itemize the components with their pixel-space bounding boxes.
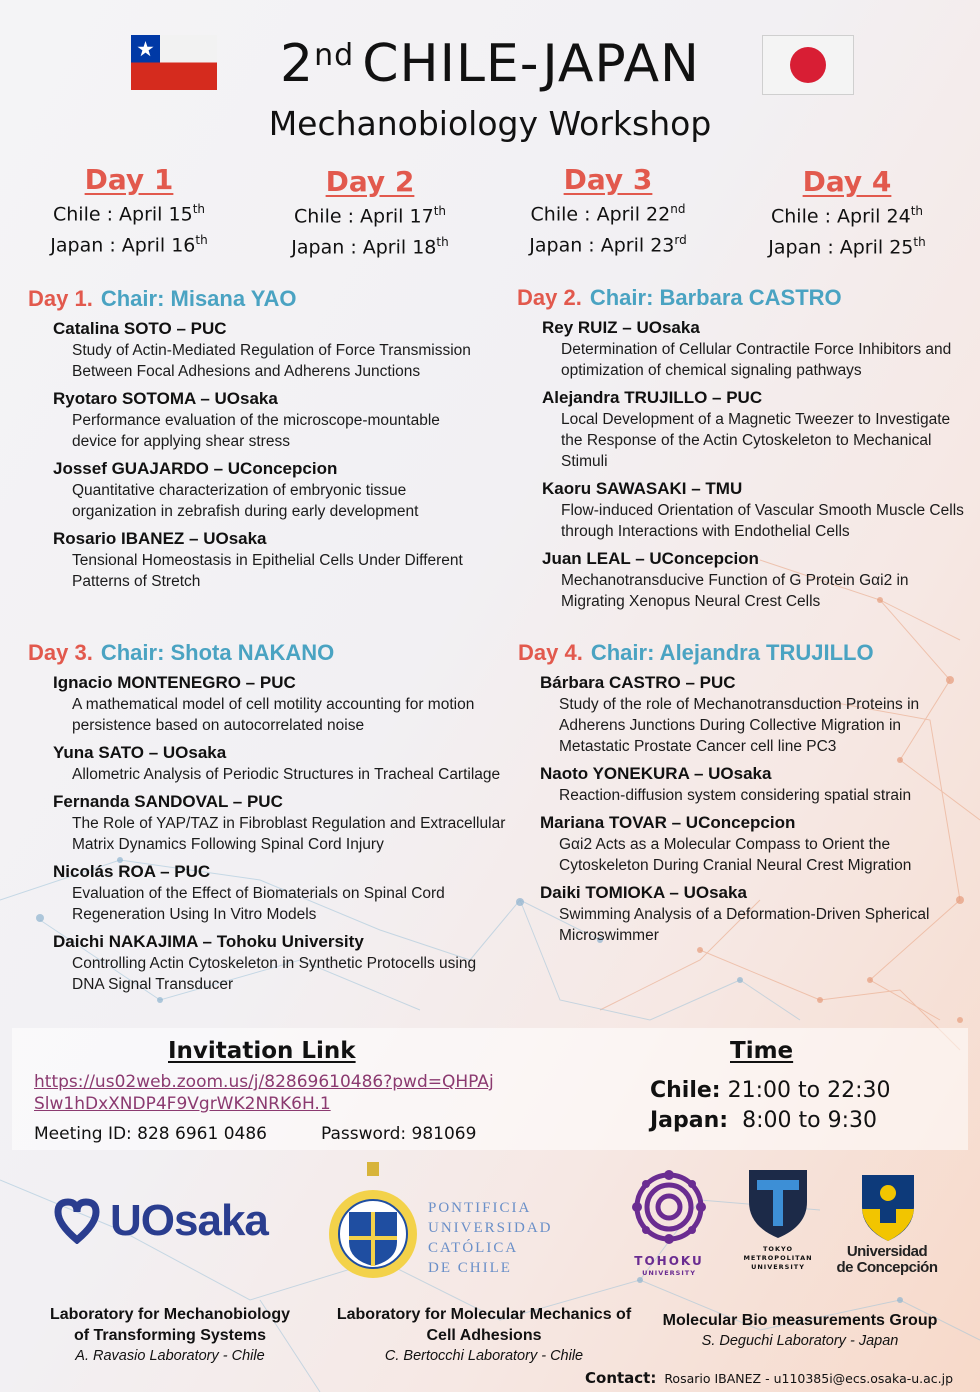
speaker: Catalina SOTO – PUC: [53, 319, 227, 338]
zoom-link[interactable]: https://us02web.zoom.us/j/82869610486?pwd=QHPAjSlw1hDxXNDP4F9VgrWK2NRK6H.1: [34, 1072, 494, 1114]
talk-item: [53, 742, 508, 785]
talk-title: Mechanotransducive Function of G Protein Gαi2 in Migrating Xenopus Neural Crest Cells: [561, 572, 909, 610]
talk-title: Quantitative characterization of embryonic tissue organization in zebrafish during early development: [72, 482, 419, 520]
meeting-password: Password: 981069: [321, 1124, 477, 1144]
speaker: Alejandra TRUJILLO – PUC: [542, 388, 763, 407]
day-heading: Day 3: [563, 163, 653, 196]
talk-title: Study of the role of Mechanotransduction Proteins in Adherens Junctions During Collective Migration in Metastatic Prostate Cancer cell line PC3: [559, 696, 920, 755]
speaker: Kaoru SAWASAKI – TMU: [542, 479, 743, 498]
speaker: Mariana TOVAR – UConcepcion: [540, 813, 796, 832]
talk-item: [540, 672, 968, 757]
tohoku-subname: UNIVERSITY: [642, 1269, 696, 1277]
talk-item: [53, 791, 508, 855]
day-date-block: [732, 165, 962, 261]
title-superscript: nd: [314, 38, 355, 73]
puc-seal-icon: [327, 1162, 419, 1282]
talk-item: [53, 528, 488, 592]
speaker: Daiki TOMIOKA – UOsaka: [540, 883, 747, 902]
talk-title: Determination of Cellular Contractile Force Inhibitors and optimization of chemical signaling pathways: [561, 341, 952, 379]
japan-date: Japan : April 25th: [768, 235, 926, 259]
talk-item: [53, 388, 488, 452]
day-heading: Day 2: [325, 165, 415, 198]
talk-item: [53, 458, 488, 522]
chile-date: Chile : April 15th: [53, 202, 205, 226]
talk-title: Tensional Homeostasis in Epithelial Cells Under Different Patterns of Stretch: [72, 552, 463, 590]
speaker: Fernanda SANDOVAL – PUC: [53, 792, 283, 811]
udec-shield-icon: [860, 1173, 916, 1243]
session-heading: Day 4. Chair: Alejandra TRUJILLO: [518, 640, 874, 665]
session-heading: Day 1. Chair: Misana YAO: [28, 286, 297, 311]
day-heading: Day 4: [802, 165, 892, 198]
udec-name: Universidad de Concepción: [836, 1243, 938, 1276]
day-heading: Day 1: [84, 163, 174, 196]
talk-title: The Role of YAP/TAZ in Fibroblast Regulation and Extracellular Matrix Dynamics Following Spinal Cord Injury: [72, 815, 506, 853]
lab-deguchi: Molecular Bio measurements Group S. Deguchi Laboratory - Japan: [662, 1312, 938, 1349]
uosaka-symbol-icon: [52, 1198, 102, 1244]
talk-title: A mathematical model of cell motility accounting for motion persistence based on autocorrelated noise: [72, 696, 475, 734]
title-number: 2: [280, 34, 315, 94]
japan-date: Japan : April 23rd: [529, 233, 687, 257]
talk-item: [542, 317, 967, 381]
chile-date: Chile : April 24th: [771, 204, 923, 228]
talk-item: [53, 861, 508, 925]
session-heading: Day 2. Chair: Barbara CASTRO: [517, 285, 842, 310]
talk-item: [542, 387, 967, 472]
talk-title: Flow-induced Orientation of Vascular Smooth Muscle Cells through Interactions with Endothelial Cells: [561, 502, 964, 540]
chile-date: Chile : April 22nd: [530, 202, 686, 226]
talk-title: Study of Actin-Mediated Regulation of Force Transmission Between Focal Adhesions and Adherens Junctions: [72, 342, 471, 380]
invitation-label: Invitation Link: [168, 1038, 356, 1064]
tohoku-name: TOHOKU: [634, 1254, 704, 1268]
speaker: Nicolás ROA – PUC: [53, 862, 211, 881]
contact-email[interactable]: Rosario IBANEZ - u110385i@ecs.osaka-u.ac.jp: [664, 1371, 954, 1386]
lab-bertocchi: Laboratory for Molecular Mechanics of Cell Adhesions C. Bertocchi Laboratory - Chile: [336, 1306, 632, 1364]
talk-item: [542, 478, 967, 542]
talk-item: [542, 548, 967, 612]
speaker: Daichi NAKAJIMA – Tohoku University: [53, 932, 364, 951]
tmu-name: TOKYO METROPOLITAN UNIVERSITY: [743, 1245, 813, 1271]
lab-ravasio: Laboratory for Mechanobiology of Transforming Systems A. Ravasio Laboratory - Chile: [49, 1306, 290, 1364]
speaker: Rey RUIZ – UOsaka: [542, 318, 700, 337]
chile-date: Chile : April 17th: [294, 204, 446, 228]
speaker: Ryotaro SOTOMA – UOsaka: [53, 389, 278, 408]
speaker: Jossef GUAJARDO – UConcepcion: [53, 459, 338, 478]
contact-line: Contact: Rosario IBANEZ - u110385i@ecs.osaka-u.ac.jp: [585, 1369, 954, 1387]
speaker: Yuna SATO – UOsaka: [53, 743, 227, 762]
speaker: Naoto YONEKURA – UOsaka: [540, 764, 772, 783]
talk-item: [540, 882, 968, 946]
talk-title: Gαi2 Acts as a Molecular Compass to Orient the Cytoskeleton During Cranial Neural Crest Migration: [559, 836, 912, 874]
title-main: CHILE-JAPAN: [362, 34, 700, 94]
session-day-3: [28, 640, 508, 1001]
uosaka-logo: UOsaka: [110, 1196, 268, 1245]
talk-title: Allometric Analysis of Periodic Structures in Tracheal Cartilage: [72, 766, 501, 783]
time-label: Time: [730, 1038, 794, 1064]
session-heading: Day 3. Chair: Shota NAKANO: [28, 640, 335, 665]
chile-time: Chile: 21:00 to 22:30: [650, 1078, 891, 1103]
session-day-2: [517, 285, 967, 618]
japan-time: Japan: 8:00 to 9:30: [650, 1108, 877, 1133]
tmu-logo-icon: [747, 1168, 809, 1240]
talk-title: Controlling Actin Cytoskeleton in Synthetic Protocells using DNA Signal Transducer: [72, 955, 477, 993]
page-subtitle: Mechanobiology Workshop: [268, 104, 712, 143]
day-date-block: [493, 163, 723, 259]
talk-title: Performance evaluation of the microscope-mountable device for applying shear stress: [72, 412, 440, 450]
talk-item: [540, 812, 968, 876]
japan-date: Japan : April 18th: [291, 235, 449, 259]
meeting-id: Meeting ID: 828 6961 0486: [34, 1124, 267, 1144]
talk-title: Local Development of a Magnetic Tweezer to Investigate the Response of the Actin Cytoskeleton to Mechanical Stimuli: [561, 411, 951, 470]
puc-logo-text: PONTIFICIA UNIVERSIDAD CATÓLICA DE CHILE: [428, 1200, 553, 1276]
day-date-block: [14, 163, 244, 259]
talk-title: Reaction-diffusion system considering spatial strain: [559, 787, 912, 804]
speaker: Rosario IBANEZ – UOsaka: [53, 529, 267, 548]
japan-date: Japan : April 16th: [50, 233, 208, 257]
speaker: Ignacio MONTENEGRO – PUC: [53, 673, 296, 692]
talk-item: [540, 763, 968, 806]
talk-title: Evaluation of the Effect of Biomaterials on Spinal Cord Regeneration Using In Vitro Models: [72, 885, 445, 923]
talk-item: [53, 931, 508, 995]
talk-title: Swimming Analysis of a Deformation-Driven Spherical Microswimmer: [559, 906, 930, 944]
session-day-1: [28, 286, 488, 598]
day-date-block: [255, 165, 485, 261]
talk-item: [53, 672, 508, 736]
talk-item: [53, 318, 488, 382]
speaker: Juan LEAL – UConcepcion: [542, 549, 759, 568]
session-day-4: [518, 640, 968, 952]
speaker: Bárbara CASTRO – PUC: [540, 673, 736, 692]
page-title: [0, 34, 980, 94]
tohoku-logo-icon: [630, 1168, 708, 1246]
